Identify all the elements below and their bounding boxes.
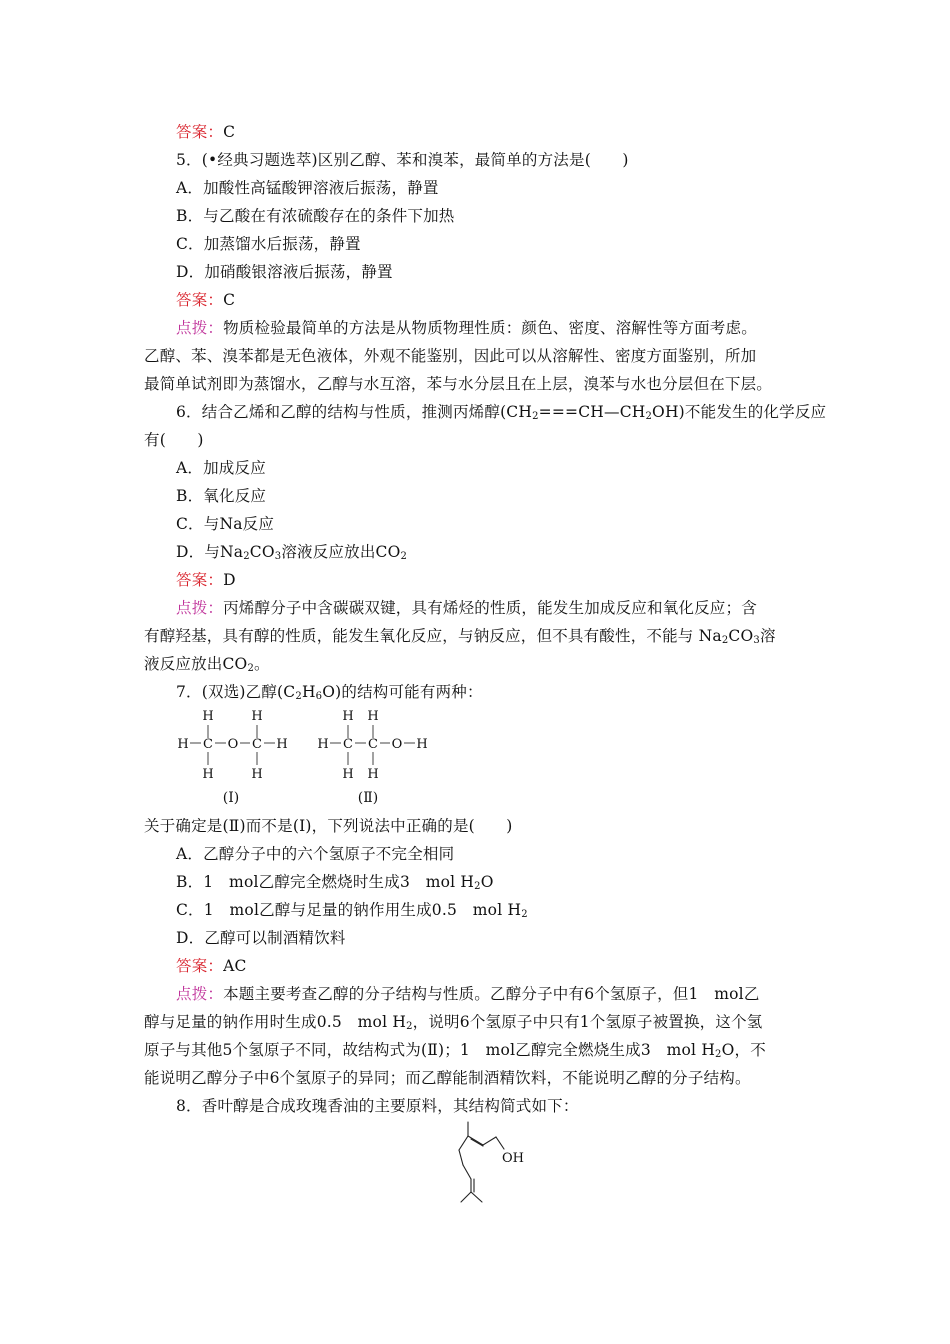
answer-value: AC bbox=[223, 957, 247, 975]
q6-hint-part: 有醇羟基，具有醇的性质，能发生氧化反应，与钠反应，但不具有酸性，不能与 Na bbox=[144, 627, 722, 645]
svg-text:C: C bbox=[252, 737, 262, 752]
q6-hint-line-3: 液反应放出$CO_2$。 bbox=[144, 655, 270, 674]
hint-text: 物质检验最简单的方法是从物质物理性质：颜色、密度、溶解性等方面考虑。 bbox=[223, 319, 757, 337]
q7-option-b: B．1 mol乙醇完全燃烧时生成3 mol $H_2O$ bbox=[176, 873, 494, 892]
geraniol-skeletal-formula bbox=[440, 1118, 540, 1210]
q7-hint-line-4: 能说明乙醇分子中6个氢原子的异同；而乙醇能制酒精饮料，不能说明乙醇的分子结构。 bbox=[144, 1069, 751, 1087]
q5-answer bbox=[176, 290, 848, 310]
q7-question: 关于确定是(Ⅱ)而不是(Ⅰ)，下列说法中正确的是( ) bbox=[144, 817, 513, 835]
q6-option-a: A．加成反应 bbox=[176, 459, 266, 477]
svg-text:H: H bbox=[251, 709, 263, 724]
q7-hint-part: O，不 bbox=[721, 1041, 766, 1059]
q7-answer bbox=[176, 956, 848, 976]
answer-label: 答案： bbox=[176, 571, 224, 589]
hint-label: 点拨： bbox=[176, 599, 224, 617]
hint-label: 点拨： bbox=[176, 319, 224, 337]
answer-value: C bbox=[223, 123, 236, 141]
hint-label: 点拨： bbox=[176, 985, 224, 1003]
q7-option-a: A．乙醇分子中的六个氢原子不完全相同 bbox=[176, 845, 455, 863]
svg-text:H: H bbox=[367, 709, 379, 724]
q5-hint-line-3: 最简单试剂即为蒸馏水，乙醇与水互溶，苯与水分层且在上层，溴苯与水也分层但在下层。 bbox=[144, 375, 773, 393]
hint-text: 丙烯醇分子中含碳碳双键，具有烯烃的性质，能发生加成反应和氧化反应；含 bbox=[223, 599, 757, 617]
q6-option-d-part: 溶液反应放出CO bbox=[281, 543, 401, 561]
q5-option-c: C．加蒸馏水后振荡，静置 bbox=[176, 235, 361, 253]
q7-option-b-part: B．1 mol乙醇完全燃烧时生成3 mol H bbox=[176, 873, 475, 891]
q6-hint-line-1 bbox=[176, 598, 848, 618]
q6-stem-part: 6．结合乙烯和乙醇的结构与性质，推测丙烯醇(CH bbox=[176, 403, 533, 421]
svg-text:H: H bbox=[276, 737, 288, 752]
structure-I bbox=[177, 709, 287, 782]
q6-answer bbox=[176, 570, 848, 590]
q7-hint-part: ，说明6个氢原子中只有1个氢原子被置换，这个氢 bbox=[412, 1013, 763, 1031]
q6-hint-line-2: 有醇羟基，具有醇的性质，能发生氧化反应，与钠反应，但不具有酸性，不能与 $Na_2CO_3$溶 bbox=[144, 627, 776, 646]
q7-hint-part: 醇与足量的钠作用时生成0.5 mol H bbox=[144, 1013, 407, 1031]
svg-text:H: H bbox=[202, 767, 214, 782]
svg-text:C: C bbox=[343, 737, 353, 752]
q6-hint-part: CO bbox=[728, 627, 754, 645]
svg-text:H: H bbox=[177, 737, 189, 752]
svg-text:H: H bbox=[342, 709, 354, 724]
q7-option-c-part: C．1 mol乙醇与足量的钠作用生成0.5 mol H bbox=[176, 901, 522, 919]
svg-text:H: H bbox=[202, 709, 214, 724]
q7-hint-part: 原子与其他5个氢原子不同，故结构式为(Ⅱ)；1 mol乙醇完全燃烧生成3 mol H bbox=[144, 1041, 716, 1059]
q6-option-d-part: CO bbox=[249, 543, 275, 561]
answer-label: 答案： bbox=[176, 123, 224, 141]
answer-label: 答案： bbox=[176, 957, 224, 975]
q4-answer bbox=[176, 122, 848, 142]
structure-I-label: (Ⅰ) bbox=[222, 790, 240, 806]
q7-hint-line-3: 原子与其他5个氢原子不同，故结构式为(Ⅱ)；1 mol乙醇完全燃烧生成3 mol $H_2O$，不 bbox=[144, 1041, 766, 1060]
q5-stem: 5．(•经典习题选萃)区别乙醇、苯和溴苯，最简单的方法是( ) bbox=[176, 151, 629, 169]
q5-option-b: B．与乙酸在有浓硫酸存在的条件下加热 bbox=[176, 207, 455, 225]
q5-hint-line-2: 乙醇、苯、溴苯都是无色液体，外观不能鉴别，因此可以从溶解性、密度方面鉴别，所加 bbox=[144, 347, 757, 365]
q7-option-c: C．1 mol乙醇与足量的钠作用生成0.5 mol $H_2$ bbox=[176, 901, 528, 920]
q6-stem-line-2: 有( ) bbox=[144, 431, 204, 449]
ethanol-structural-formulas bbox=[170, 702, 450, 810]
hint-text: 本题主要考查乙醇的分子结构与性质。乙醇分子中有6个氢原子，但1 mol乙 bbox=[223, 985, 760, 1003]
q6-hint-part: 溶 bbox=[759, 627, 776, 645]
svg-text:O: O bbox=[227, 737, 239, 752]
q6-hint-part: 液反应放出CO bbox=[144, 655, 248, 673]
oh-label: OH bbox=[502, 1151, 524, 1166]
q7-stem-part: 7．(双选)乙醇(C bbox=[176, 683, 296, 701]
q7-stem-part: O)的结构可能有两种： bbox=[322, 683, 483, 701]
svg-text:H: H bbox=[342, 767, 354, 782]
q7-hint-line-1 bbox=[176, 984, 848, 1004]
q6-option-b: B．氧化反应 bbox=[176, 487, 267, 505]
q6-option-d: D．与$Na_2CO_3$溶液反应放出$CO_2$ bbox=[176, 543, 408, 562]
q6-stem-line-1: 6．结合乙烯和乙醇的结构与性质，推测丙烯醇$(CH_2===CH—CH_2OH)$不能发生的化学反应 bbox=[176, 403, 827, 422]
q6-stem-part: ===CH—CH bbox=[538, 403, 646, 421]
answer-label: 答案： bbox=[176, 291, 224, 309]
q5-hint-line-1 bbox=[176, 318, 816, 338]
svg-text:H: H bbox=[317, 737, 329, 752]
q5-option-d: D．加硝酸银溶液后振荡，静置 bbox=[176, 263, 393, 281]
q5-option-a: A．加酸性高锰酸钾溶液后振荡，静置 bbox=[176, 179, 439, 197]
svg-text:H: H bbox=[416, 737, 428, 752]
answer-value: C bbox=[223, 291, 236, 309]
svg-text:O: O bbox=[391, 737, 403, 752]
q6-hint-part: 。 bbox=[254, 655, 270, 673]
q7-option-d: D．乙醇可以制酒精饮料 bbox=[176, 929, 346, 947]
svg-text:H: H bbox=[251, 767, 263, 782]
answer-value: D bbox=[223, 571, 236, 589]
svg-text:C: C bbox=[203, 737, 213, 752]
structure-II bbox=[317, 709, 427, 782]
structure-II-label: (Ⅱ) bbox=[357, 790, 379, 806]
q7-option-b-part: O bbox=[480, 873, 494, 891]
svg-text:C: C bbox=[368, 737, 378, 752]
q6-stem-part: OH)不能发生的化学反应 bbox=[652, 403, 827, 421]
q7-hint-line-2: 醇与足量的钠作用时生成0.5 mol $H_2$，说明6个氢原子中只有1个氢原子被置换，这个氢 bbox=[144, 1013, 763, 1032]
q6-option-d-part: D．与Na bbox=[176, 543, 244, 561]
q8-stem: 8．香叶醇是合成玫瑰香油的主要原料，其结构简式如下： bbox=[176, 1097, 579, 1115]
q7-stem: 7．(双选)乙醇$(C_2H_6O)$的结构可能有两种： bbox=[176, 683, 483, 702]
q6-option-c: C．与Na反应 bbox=[176, 515, 275, 533]
q7-stem-part: H bbox=[301, 683, 316, 701]
svg-text:H: H bbox=[367, 767, 379, 782]
